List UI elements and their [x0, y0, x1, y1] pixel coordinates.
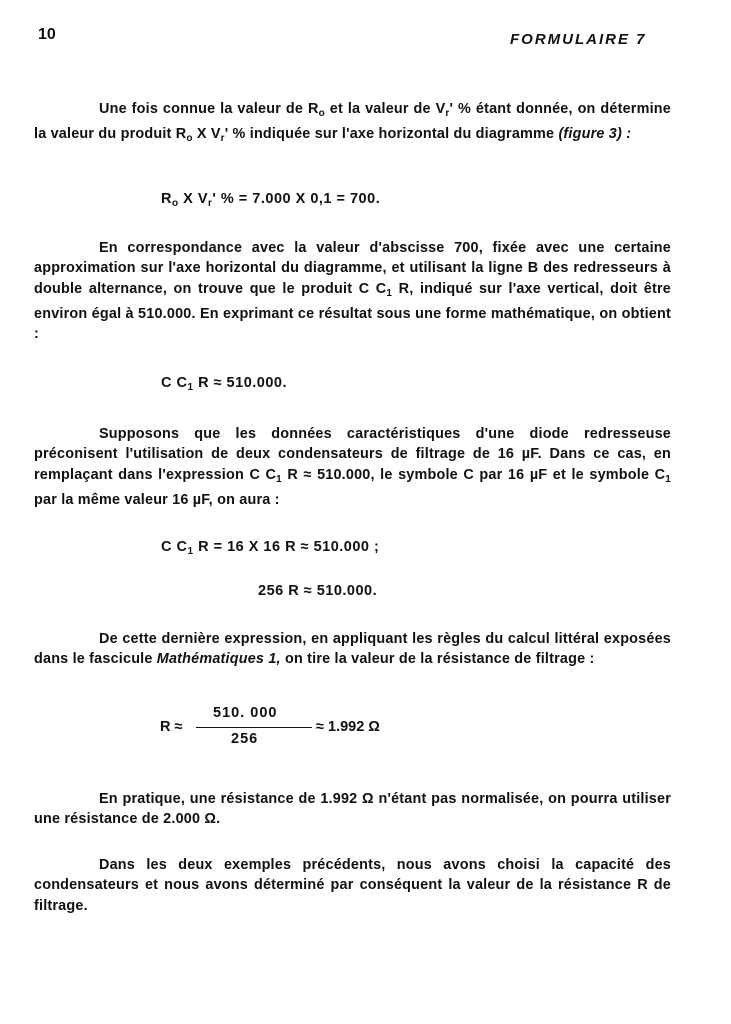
equation-3: C $C_1$ R = 16 X 16 R ≈ 510.000 ; [161, 539, 380, 557]
page-number: 10 [38, 26, 56, 43]
equation-2: C $C_1$ R ≈ 510.000. [161, 375, 288, 393]
fraction-bar [196, 727, 312, 728]
fraction-lhs: R ≈ [160, 719, 183, 735]
paragraph-1: Une fois connue la valeur de $R_o$ et la valeur de $V_r'$ % étant donnée, on détermine la valeur du produit $R_o$ X $V_r'$ % indiquée sur l'axe horizontal du diagramme (figure 3) : [34, 101, 671, 145]
paragraph-5: En pratique, une résistance de 1.992 Ω n'étant pas normalisée, on pourra utiliser une résistance de 2.000 Ω. [34, 791, 671, 828]
paragraph-2: En correspondance avec la valeur d'abscisse 700, fixée avec une certaine approximation sur l'axe horizontal du diagramme, et utilisant la ligne B des redresseurs à double alternance, on trouve que le produit C $C_1$ R, indiqué sur l'axe vertical, doit être environ égal à 510.000. En exprimant ce résultat sous une forme mathématique, on obtient : [34, 240, 671, 343]
fraction-numerator: 510. 000 [213, 705, 278, 721]
equation-4: 256 R ≈ 510.000. [258, 583, 378, 599]
paragraph-3: Supposons que les données caractéristiques d'une diode redresseuse préconisent l'utilisation de deux condensateurs de filtrage de 16 µF. Dans ce cas, en remplaçant dans l'expression C $C_1$ R ≈ 510.000, le symbole C par 16 µF et le symbole $C_1$ par la même valeur 16 µF, on aura : [34, 426, 672, 508]
running-title: FORMULAIRE 7 [510, 31, 647, 48]
equation-1: $R_o$ X $V_r'$ % = 7.000 X 0,1 = 700. [161, 191, 381, 209]
paragraph-6: Dans les deux exemples précédents, nous avons choisi la capacité des condensateurs et nous avons déterminé par conséquent la valeur de la résistance R de filtrage. [34, 857, 671, 914]
paragraph-4: De cette dernière expression, en appliquant les règles du calcul littéral exposées dans le fascicule Mathématiques 1, on tire la valeur de la résistance de filtrage : [34, 631, 671, 668]
fraction-result: ≈ 1.992 Ω [316, 719, 380, 735]
fraction-denominator: 256 [231, 731, 259, 747]
